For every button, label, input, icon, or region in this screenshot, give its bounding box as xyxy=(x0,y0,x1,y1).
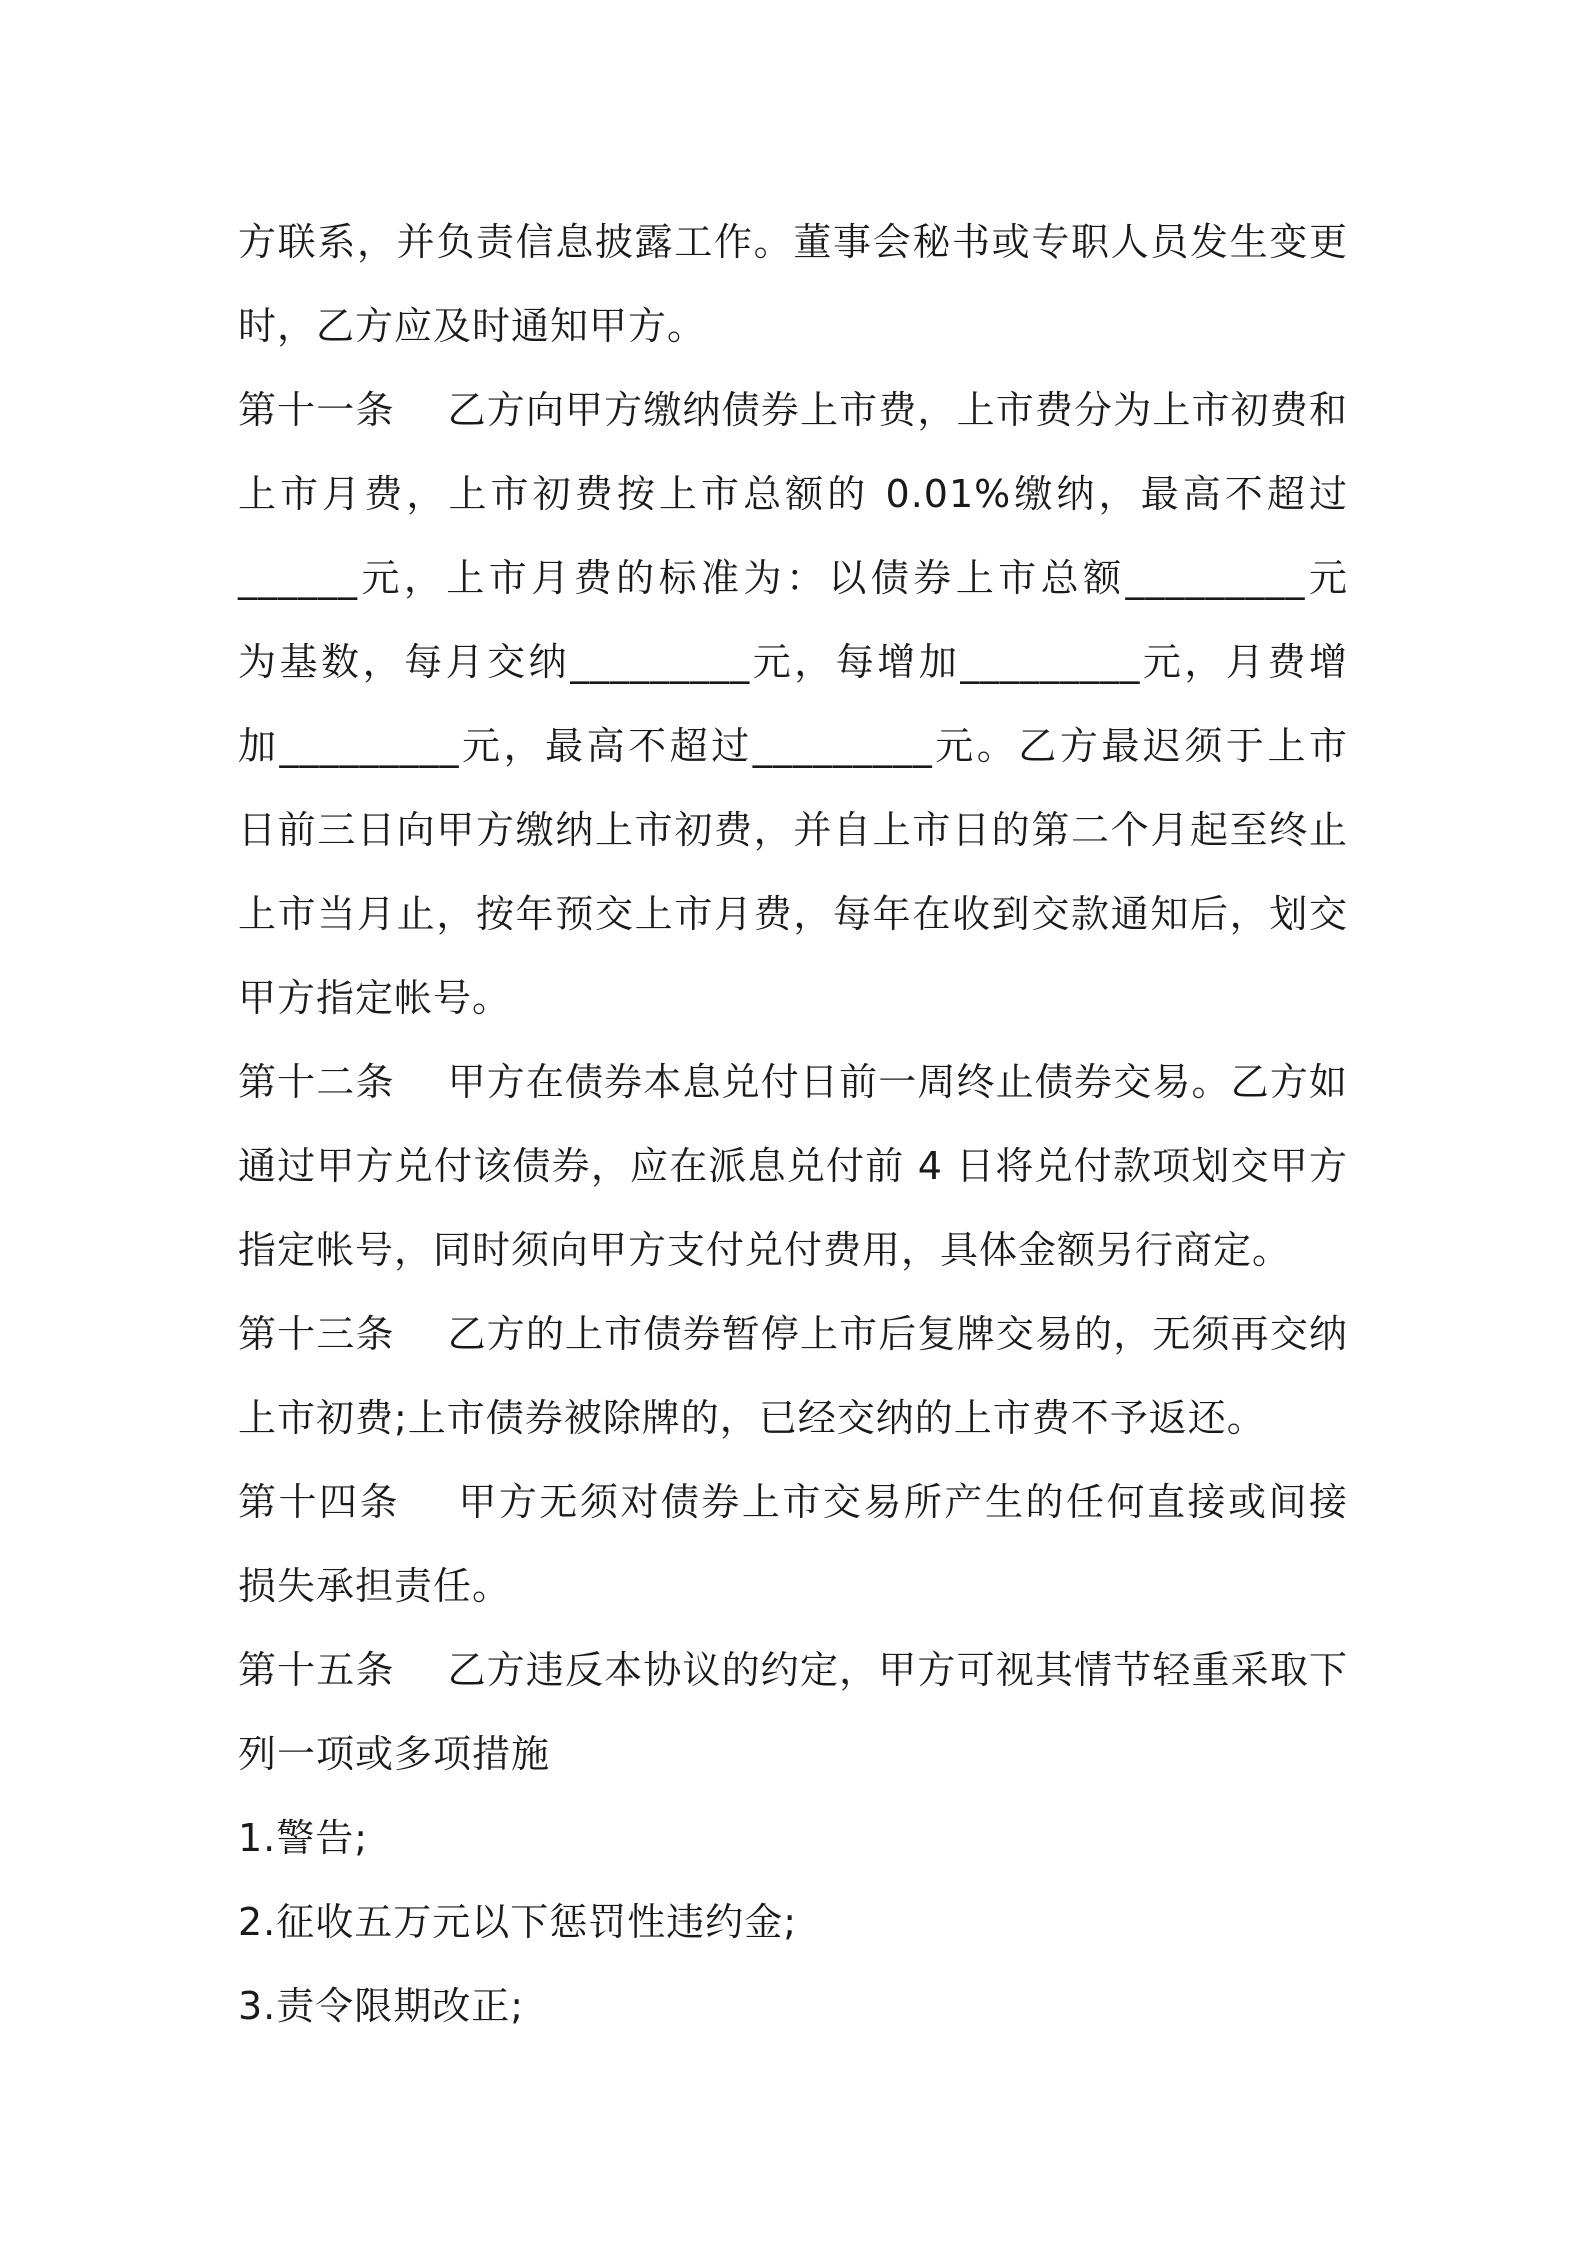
text-line: 列一项或多项措施 xyxy=(238,1732,551,1776)
document-body xyxy=(238,200,1348,2048)
text-line: 指定帐号，同时须向甲方支付兑付费用，具体金额另行商定。 xyxy=(238,1228,1292,1272)
text-line: ______元，上市月费的标准为：以债券上市总额_________元 xyxy=(238,556,1348,600)
article-12-heading-line: 第十二条 甲方在债券本息兑付日前一周终止债券交易。乙方如 xyxy=(238,1060,1348,1104)
text-line: 方联系，并负责信息披露工作。董事会秘书或专职人员发生变更 xyxy=(238,220,1348,264)
article-13-heading-line: 第十三条 乙方的上市债券暂停上市后复牌交易的，无须再交纳 xyxy=(238,1312,1348,1356)
text-line: 日前三日向甲方缴纳上市初费，并自上市日的第二个月起至终止 xyxy=(238,808,1348,852)
text-line: 时，乙方应及时通知甲方。 xyxy=(238,304,707,348)
article-14-heading-line: 第十四条 甲方无须对债券上市交易所产生的任何直接或间接 xyxy=(238,1480,1348,1524)
article-11-heading-line: 第十一条 乙方向甲方缴纳债券上市费，上市费分为上市初费和 xyxy=(238,388,1348,432)
text-line: 上市初费;上市债券被除牌的，已经交纳的上市费不予返还。 xyxy=(238,1396,1266,1440)
list-item: 2.征收五万元以下惩罚性违约金; xyxy=(238,1900,798,1944)
text-line: 甲方指定帐号。 xyxy=(238,976,512,1020)
text-line: 通过甲方兑付该债券，应在派息兑付前 4 日将兑付款项划交甲方 xyxy=(238,1144,1348,1188)
article-15-heading-line: 第十五条 乙方违反本协议的约定，甲方可视其情节轻重采取下 xyxy=(238,1648,1348,1692)
text-line: 加_________元，最高不超过_________元。乙方最迟须于上市 xyxy=(238,724,1348,768)
text-line: 上市月费，上市初费按上市总额的 0.01%缴纳，最高不超过 xyxy=(238,472,1348,516)
text-line: 为基数，每月交纳_________元，每增加_________元，月费增 xyxy=(238,640,1348,684)
list-item: 1.警告; xyxy=(238,1816,369,1860)
text-line: 上市当月止，按年预交上市月费，每年在收到交款通知后，划交 xyxy=(238,892,1348,936)
text-line: 损失承担责任。 xyxy=(238,1564,512,1608)
list-item: 3.责令限期改正; xyxy=(238,1984,525,2028)
